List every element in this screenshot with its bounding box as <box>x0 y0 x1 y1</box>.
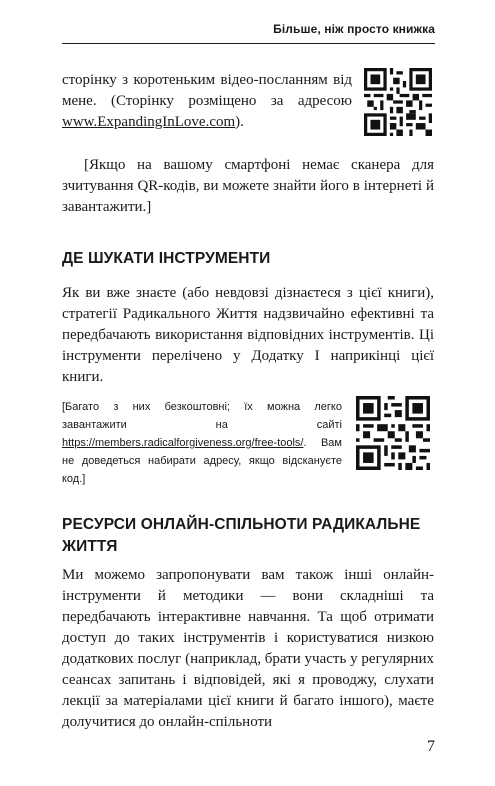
intro-text-after: ). <box>235 114 244 130</box>
header-rule <box>62 43 435 44</box>
scanner-note: [Якщо на вашому смартфоні немає сканера для зчитування QR-кодів, ви можете знайти його в інтернеті й завантажити.] <box>62 157 434 215</box>
section-tools-heading: ДЕ ШУКАТИ ІНСТРУМЕНТИ <box>62 250 271 267</box>
section-community <box>62 514 434 558</box>
tools-note <box>62 398 342 488</box>
running-header: Більше, ніж просто книжка <box>273 22 435 36</box>
tools-note-link[interactable]: https://members.radicalforgiveness.org/free-tools/ <box>62 437 304 449</box>
intro-link[interactable]: www.ExpandingInLove.com <box>62 114 236 130</box>
section-tools <box>62 248 434 270</box>
section-tools-body: Як ви вже знаєте (або невдовзі дізнаєтеся з цієї книги), стратегії Радикального Життя надзвичайно ефективні та передбачають використання відповідних інструментів. Ці інструменти перелічено у Додатку І наприкінці цієї книги. <box>62 285 434 385</box>
tools-note-before: [Багато з них безкоштовні; їх можна легко завантажити на сайті <box>62 401 342 431</box>
qr-code-icon <box>364 68 432 136</box>
intro-text-before: сторінку з коротеньким відео-посланням від мене. (Сторінку розміщено за адресою <box>62 72 352 109</box>
page-number: 7 <box>427 738 435 755</box>
section-community-body: Ми можемо запропонувати вам також інші онлайн-інструменти й методики — вони складніші та передбачають інтерактивне навчання. Та щоб отримати доступ до таких інструментів і користуватися низкою додаткових послуг (наприклад, брати участь у регулярних сеансах запитань і відповідей, які я проводжу, слухати лекції за матеріалами цієї книги й багато іншого), маєте долучитися до онлайн-спільноти <box>62 567 434 730</box>
tools-note-after: . Вам не доведеться набирати адресу, якщо відскануєте код.] <box>62 437 342 485</box>
intro-paragraph <box>62 70 352 133</box>
qr-code-icon-2 <box>356 396 430 470</box>
section-community-heading: РЕСУРСИ ОНЛАЙН-СПІЛЬНОТИ РАДИКАЛЬНЕ ЖИТТЯ <box>62 516 421 555</box>
